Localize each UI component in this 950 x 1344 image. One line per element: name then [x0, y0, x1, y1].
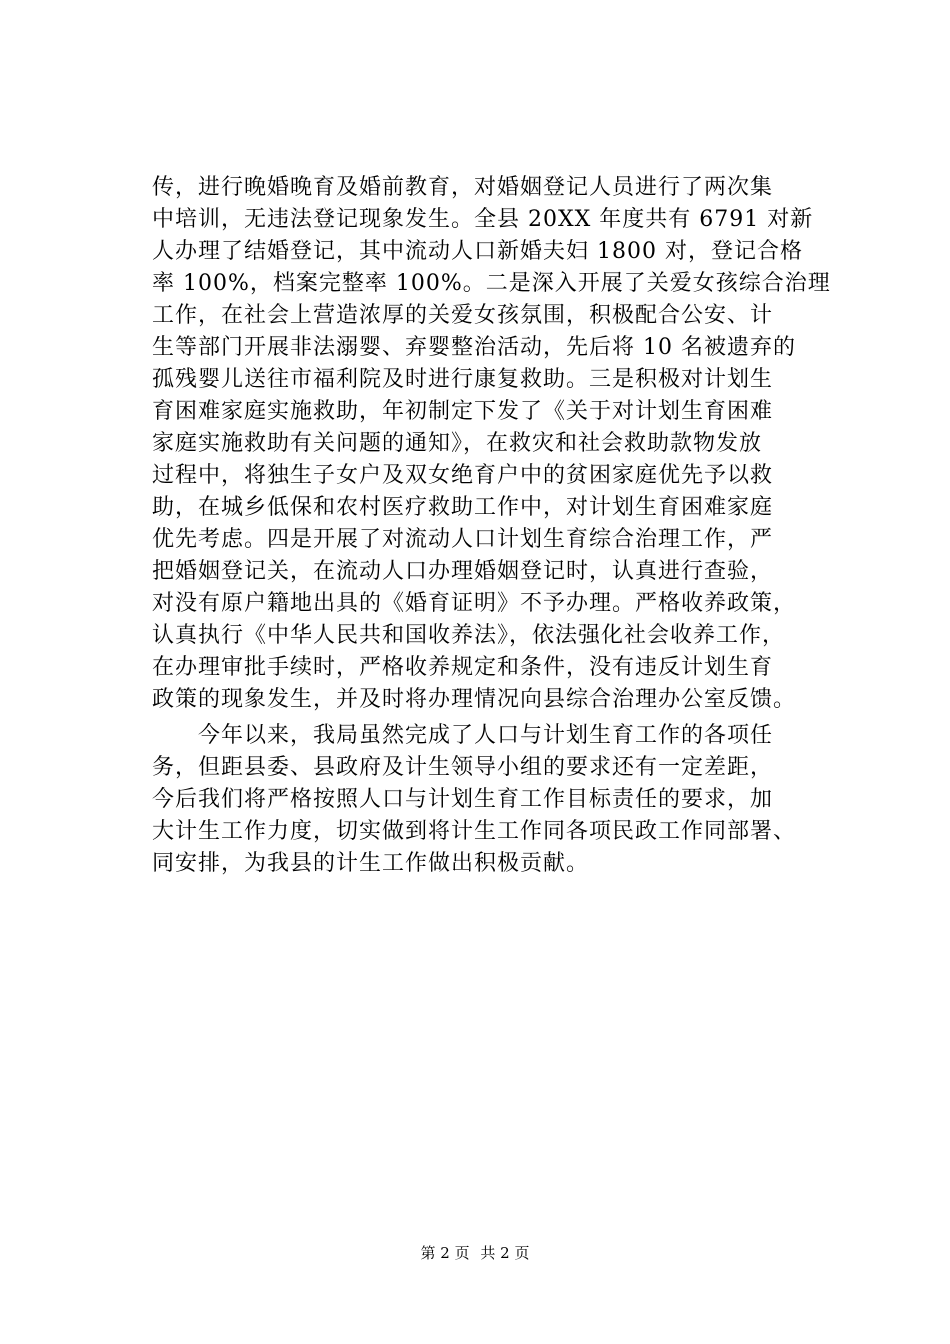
page-footer	[0, 1243, 950, 1263]
paragraph-2	[152, 720, 852, 880]
paragraph-line: 把婚姻登记关，在流动人口办理婚姻登记时，认真进行查验，	[152, 559, 774, 584]
paragraph-line: 今后我们将严格按照人口与计划生育工作目标责任的要求，加	[152, 787, 774, 812]
paragraph-line: 工作，在社会上营造浓厚的关爱女孩氛围，积极配合公安、计	[152, 303, 774, 328]
paragraph-line: 生等部门开展非法溺婴、弃婴整治活动，先后将 10 名被遗弃的	[152, 335, 796, 360]
paragraph-1	[152, 172, 852, 716]
paragraph-line: 中培训，无违法登记现象发生。全县 20XX 年度共有 6791 对新	[152, 207, 814, 232]
paragraph-line: 优先考虑。四是开展了对流动人口计划生育综合治理工作，严	[152, 527, 774, 552]
paragraph-line: 认真执行《中华人民共和国收养法》，依法强化社会收养工作，	[152, 623, 786, 648]
paragraph-line: 率 100%，档案完整率 100%。二是深入开展了关爱女孩综合治理	[152, 271, 831, 296]
paragraph-line: 孤残婴儿送往市福利院及时进行康复救助。三是积极对计划生	[152, 367, 774, 392]
paragraph-line: 今年以来，我局虽然完成了人口与计划生育工作的各项任	[152, 723, 774, 748]
page-number-label: 第 2 页	[420, 1244, 470, 1262]
paragraph-line: 在办理审批手续时，严格收养规定和条件，没有违反计划生育	[152, 655, 774, 680]
page-total-label: 共 2 页	[480, 1244, 530, 1262]
paragraph-line: 同安排，为我县的计生工作做出积极贡献。	[152, 851, 590, 876]
paragraph-line: 过程中，将独生子女户及双女绝育户中的贫困家庭优先予以救	[152, 463, 774, 488]
paragraph-line: 家庭实施救助有关问题的通知》，在救灾和社会救助款物发放	[152, 431, 763, 456]
paragraph-line: 助，在城乡低保和农村医疗救助工作中，对计划生育困难家庭	[152, 495, 774, 520]
paragraph-line: 对没有原户籍地出具的《婚育证明》不予办理。严格收养政策，	[152, 591, 797, 616]
paragraph-line: 政策的现象发生，并及时将办理情况向县综合治理办公室反馈。	[152, 687, 797, 712]
paragraph-line: 大计生工作力度，切实做到将计生工作同各项民政工作同部署、	[152, 819, 797, 844]
paragraph-line: 育困难家庭实施救助，年初制定下发了《关于对计划生育困难	[152, 399, 774, 424]
paragraph-line: 务，但距县委、县政府及计生领导小组的要求还有一定差距，	[152, 755, 774, 780]
paragraph-line: 传，进行晚婚晚育及婚前教育，对婚姻登记人员进行了两次集	[152, 175, 774, 200]
paragraph-line: 人办理了结婚登记，其中流动人口新婚夫妇 1800 对，登记合格	[152, 239, 803, 264]
